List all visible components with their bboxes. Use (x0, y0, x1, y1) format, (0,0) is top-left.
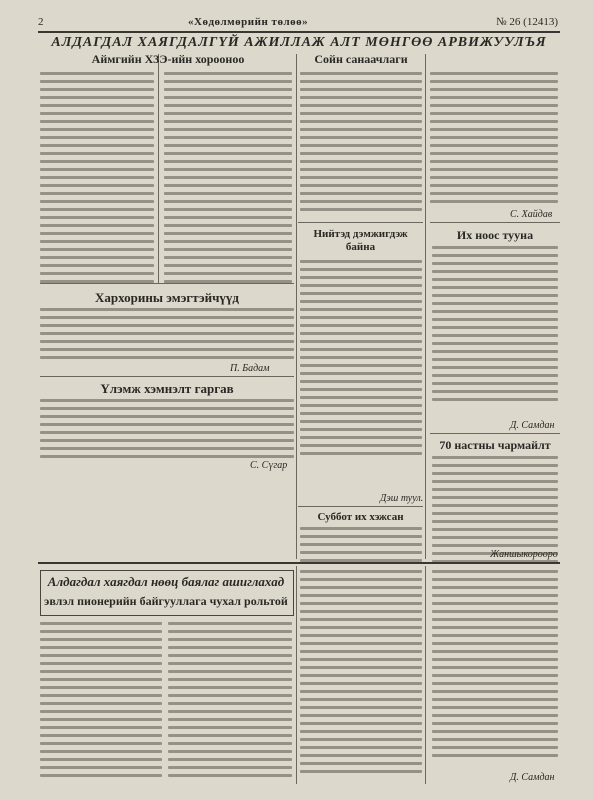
section-rule-heavy (38, 562, 560, 564)
author-signature: Д. Самдан (510, 772, 555, 783)
article-text (40, 399, 294, 463)
issue-number: № 26 (12413) (496, 16, 558, 28)
section-rule (40, 376, 294, 377)
article-text (40, 72, 154, 288)
article-title: Үлэмж хэмнэлт гаргав (100, 381, 234, 396)
article-text (300, 527, 422, 567)
section-rule (298, 506, 423, 507)
article-text (164, 72, 292, 288)
author-signature: С. Хайдав (510, 209, 553, 220)
article-text (300, 570, 422, 778)
section-rule (430, 433, 560, 434)
article-text (300, 72, 422, 216)
article-title: Суббот их хэжсан (317, 511, 404, 523)
author-signature: Д. Самдан (510, 420, 555, 431)
page-header (38, 16, 558, 30)
article-title: 70 настны чармайлт (439, 438, 551, 452)
author-signature: П. Бадам (230, 363, 270, 374)
article-title: Хархорины эмэгтэйчүүд (95, 290, 239, 305)
column-divider (296, 54, 297, 559)
section-rule (430, 222, 560, 223)
section-rule (40, 283, 294, 284)
column-divider (158, 54, 159, 284)
paper-name: «Хөдөлмөрийн төлөө» (188, 16, 309, 28)
author-signature: С. Сүгар (250, 460, 288, 471)
article-text (40, 308, 294, 364)
page-number: 2 (38, 16, 44, 28)
article-text (430, 72, 558, 208)
article-text (40, 622, 162, 782)
column-divider (425, 54, 426, 559)
top-banner: АЛДАГДАЛ ХАЯГДАЛГҮЙ АЖИЛЛАЖ АЛТ МӨНГӨӨ АРВИЖУУЛЪЯ (51, 35, 547, 50)
section-rule (298, 222, 423, 223)
bottom-banner-title: Алдагдал хаягдал нөөц баялаг ашиглахад (47, 574, 285, 589)
author-signature: Жаншыкорооро (490, 549, 558, 560)
article-title: Их ноос тууна (456, 228, 534, 242)
article-title: Нийтэд дэмжигдэж байна (313, 228, 408, 253)
article-text (300, 260, 422, 460)
column-divider (425, 566, 426, 784)
article-title: Аймгийн ХЗЭ-ийн хорооноо (91, 52, 245, 66)
bottom-banner-subtitle: эвлэл пионерийн байгууллага чухал рольтой (44, 594, 288, 608)
article-text (432, 570, 558, 762)
article-text (168, 622, 292, 782)
article-text (432, 246, 558, 406)
author-signature: Дэш туул. (380, 493, 424, 504)
column-divider (296, 566, 297, 784)
article-title: Сойн санаачлаги (314, 52, 408, 66)
header-rule (38, 31, 560, 33)
